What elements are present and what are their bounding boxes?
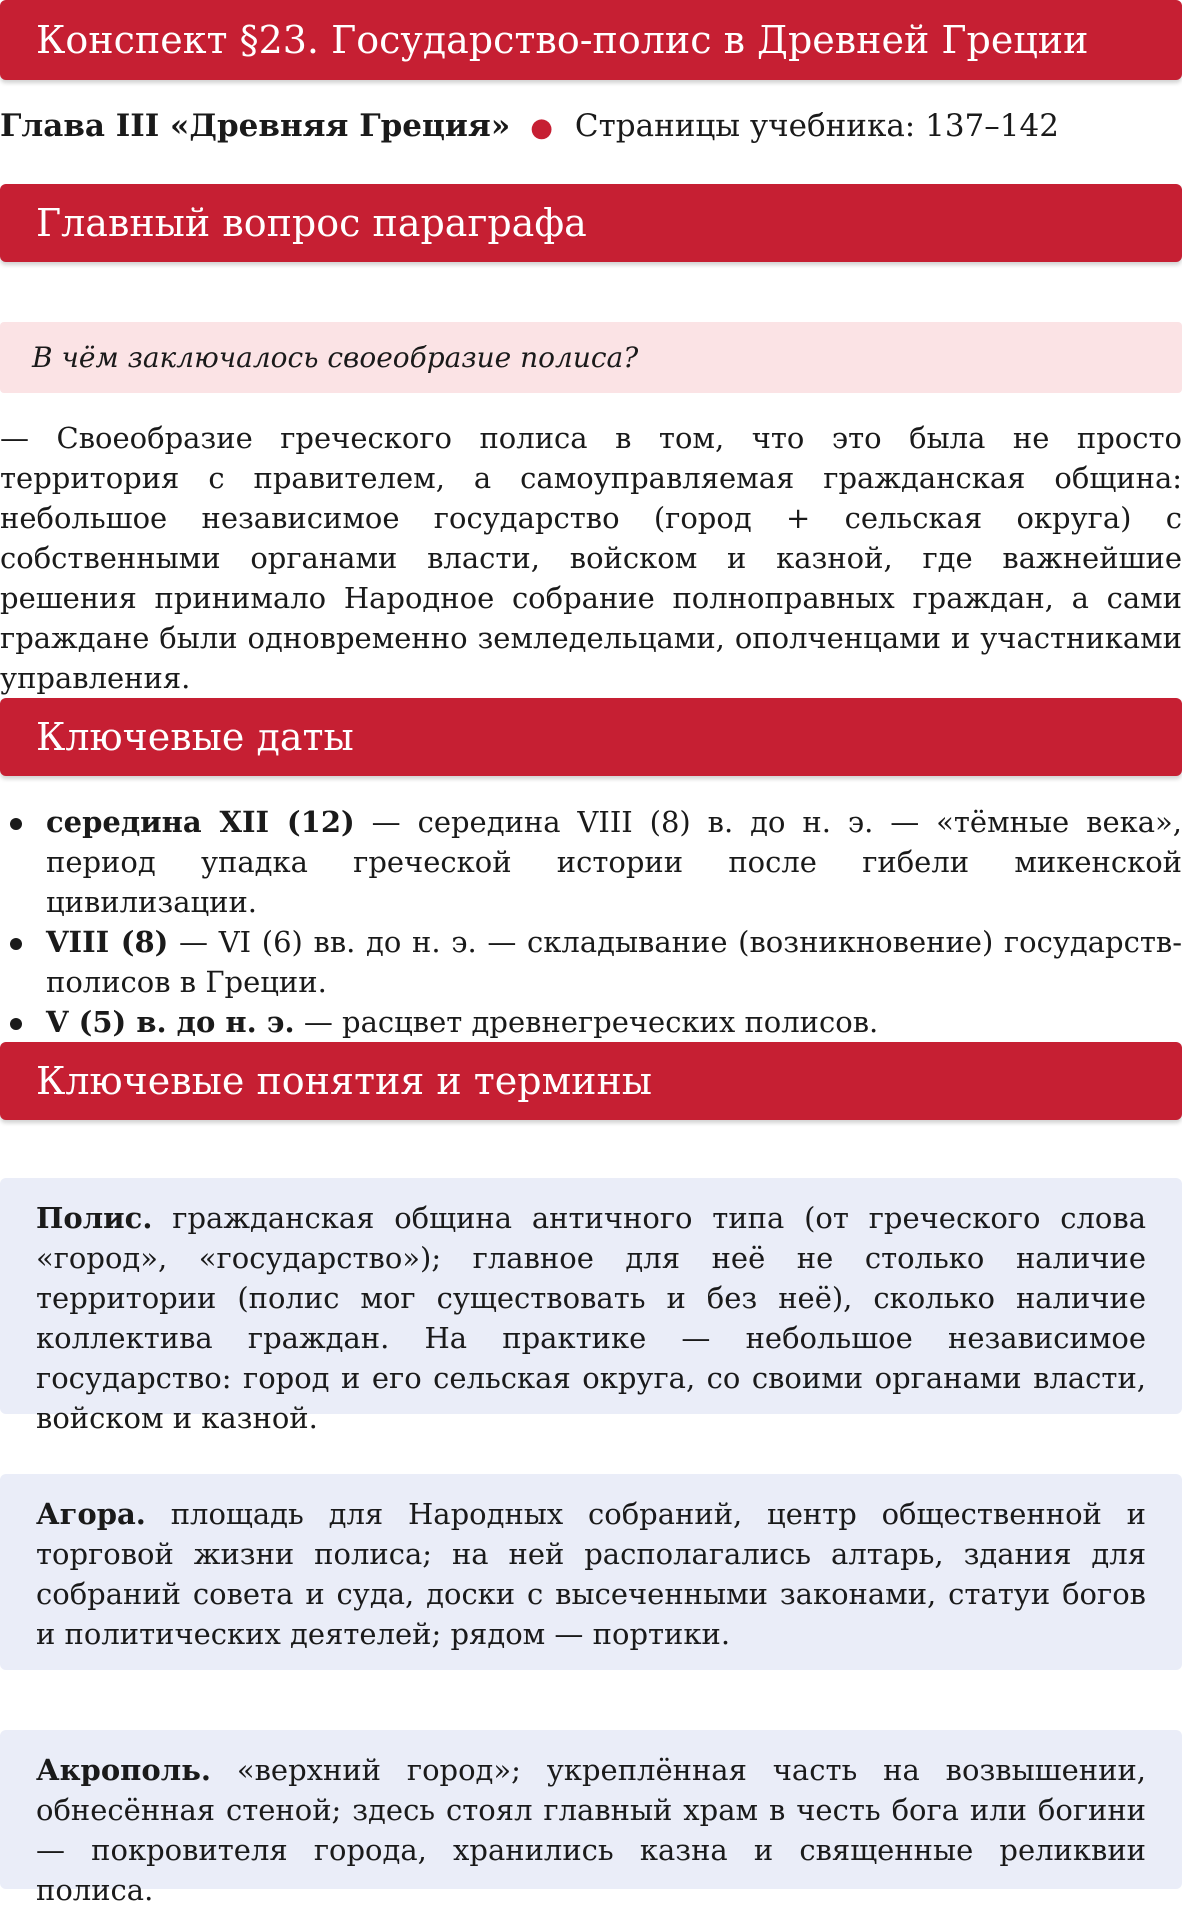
answer-text: — Своеобразие греческого полиса в том, что это была не просто территория с правителем, а самоуправляемая гражданская община: небольшое независимое государство (город + сельская округа) с собственными органами власти, войском и казной, где важнейшие решения принимало Народное собрание полноправных граждан, а сами граждане были одновременно земледельцами, ополченцами и участниками управления. [0, 421, 1182, 695]
section-title: Главный вопрос параграфа [36, 201, 587, 245]
page-title: Конспект §23. Государство-полис в Древней Греции [36, 18, 1089, 62]
term-definition: площадь для Народных собраний, центр общественной и торговой жизни полиса; на ней располагались алтарь, здания для собраний совета и суда, доски с высеченными законами, статуи богов и политических деятелей; рядом — портики. [36, 1497, 1146, 1651]
list-item [0, 1002, 1182, 1042]
section-header-key-terms [0, 1042, 1182, 1120]
date-bold: V (5) в. до н. э. [46, 1005, 295, 1039]
list-item [0, 922, 1182, 1002]
date-text: — VI (6) вв. до н. э. — складывание (возникновение) государств-полисов в Греции. [46, 925, 1182, 999]
question-box [0, 322, 1182, 393]
pages-label: Страницы учебника: 137–142 [574, 108, 1059, 144]
chapter-meta [0, 104, 1182, 150]
date-text: — расцвет древнегреческих полисов. [294, 1005, 879, 1039]
question-text: В чём заключалось своеобразие полиса? [32, 341, 639, 374]
page-title-bar [0, 0, 1182, 80]
chapter-label: Глава III «Древняя Греция» [0, 108, 511, 144]
section-title: Ключевые понятия и термины [36, 1059, 653, 1103]
term-title: Агора. [36, 1497, 146, 1531]
date-bold: VIII (8) [46, 925, 169, 959]
date-text: — середина VIII (8) в. до н. э. — «тёмные века», период упадка греческой истории после гибели микенской цивилизации. [46, 805, 1182, 919]
term-definition: «верхний город»; укреплённая часть на возвышении, обнесённая стеной; здесь стоял главный храм в честь бога или богини — покровителя города, хранились казна и священные реликвии полиса. [36, 1753, 1146, 1907]
date-bold: середина XII (12) [46, 805, 355, 839]
term-card-acropolis [0, 1730, 1182, 1907]
section-header-key-dates [0, 698, 1182, 776]
dates-list [0, 802, 1182, 1042]
term-title: Полис. [36, 1201, 153, 1235]
section-title: Ключевые даты [36, 715, 354, 759]
bullet-dot-icon: ● [530, 113, 553, 143]
term-card-agora [0, 1474, 1182, 1670]
term-title: Акрополь. [36, 1753, 211, 1787]
list-item [0, 802, 1182, 922]
section-header-main-question [0, 184, 1182, 262]
term-card-polis [0, 1178, 1182, 1435]
term-definition: гражданская община античного типа (от греческого слова «город», «государство»); главное для неё не столько наличие территории (полис мог существовать и без неё), сколько наличие коллектива граждан. На практике — небольшое независимое государство: город и его сельская округа, со своими органами власти, войском и казной. [36, 1201, 1146, 1435]
